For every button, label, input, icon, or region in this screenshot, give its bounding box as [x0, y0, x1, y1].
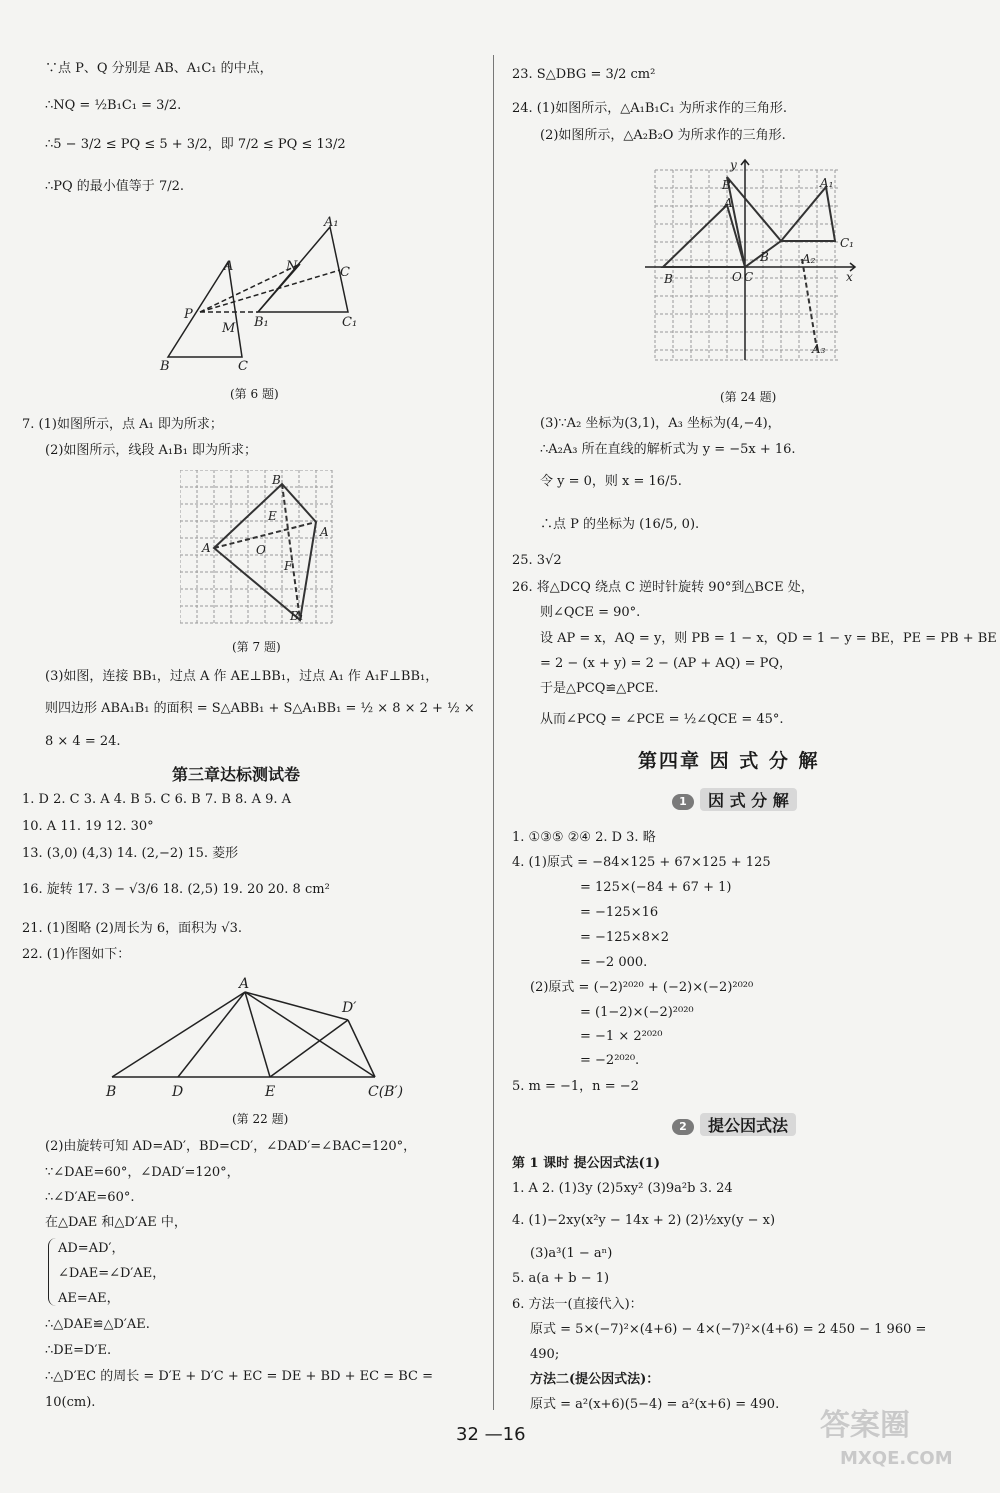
answer-line: 5. a(a + b − 1) — [512, 1271, 610, 1286]
answer-line: (2)原式 = (−2)²⁰²⁰ + (−2)×(−2)²⁰²⁰ — [530, 980, 754, 995]
figure-7 — [180, 470, 335, 630]
text-line: ∴DE=D′E. — [45, 1343, 112, 1358]
svg-text:O: O — [256, 543, 266, 557]
text-line: ∴5 − 3/2 ≤ PQ ≤ 5 + 3/2，即 7/2 ≤ PQ ≤ 13/2 — [45, 137, 346, 152]
answer-line: 21. (1)图略 (2)周长为 6，面积为 √3. — [22, 921, 242, 936]
svg-text:B: B — [722, 178, 731, 192]
svg-text:A: A — [239, 976, 250, 992]
text-line: ∴A₂A₃ 所在直线的解析式为 y = −5x + 16. — [540, 442, 796, 457]
text-line: AE=AE， — [58, 1291, 120, 1306]
figure-caption: (第 22 题) — [232, 1112, 289, 1126]
text-line: (3)如图，连接 BB₁，过点 A 作 AE⊥BB₁，过点 A₁ 作 A₁F⊥BB₁， — [45, 669, 439, 684]
svg-text:E: E — [268, 509, 277, 523]
figure-caption: (第 6 题) — [230, 387, 279, 401]
text-line: ∴点 P 的坐标为 (16/5, 0). — [540, 517, 700, 532]
figure-caption: (第 24 题) — [720, 390, 777, 404]
text-line: 10(cm). — [45, 1395, 96, 1410]
svg-text:A₁: A₁ — [820, 176, 834, 190]
answer-line: = −2²⁰²⁰. — [580, 1053, 640, 1068]
section-title: 提公因式法 — [700, 1113, 796, 1136]
section-2-heading — [672, 1113, 796, 1136]
text-line: 则∠QCE = 90°. — [540, 605, 641, 620]
svg-text:B: B — [760, 250, 769, 264]
lesson-title: 第 1 课时 提公因式法(1) — [512, 1156, 660, 1171]
text-line: 24. (1)如图所示，△A₁B₁C₁ 为所求作的三角形. — [512, 101, 788, 116]
text-line: 从而∠PCQ = ∠PCE = ½∠QCE = 45°. — [540, 712, 784, 727]
answer-line: 4. (1)−2xy(x²y − 14x + 2) (2)½xy(y − x) — [512, 1213, 776, 1228]
answer-line: 方法二(提公因式法)： — [530, 1372, 660, 1387]
watermark-url: MXQE.COM — [840, 1448, 953, 1469]
svg-text:A₃: A₃ — [812, 342, 826, 356]
section-number-badge: 1 — [672, 794, 694, 810]
svg-text:C(B′): C(B′) — [368, 1084, 404, 1100]
svg-text:B: B — [664, 272, 673, 286]
svg-text:A₂: A₂ — [802, 252, 816, 266]
text-line: 设 AP = x，AQ = y，则 PB = 1 − x，QD = 1 − y = BE，PE = PB + BE — [540, 631, 997, 646]
section-1-heading — [672, 788, 797, 811]
svg-text:y: y — [730, 158, 737, 172]
answer-line: = −125×8×2 — [580, 930, 670, 945]
svg-text:F: F — [284, 559, 293, 573]
system-brace — [48, 1238, 57, 1306]
answer-line: = −125×16 — [580, 905, 659, 920]
text-line: ∴PQ 的最小值等于 7/2. — [45, 179, 184, 194]
answer-line: 1. D 2. C 3. A 4. B 5. C 6. B 7. B 8. A 9. A — [22, 792, 292, 807]
figure-caption: (第 7 题) — [232, 640, 281, 654]
answer-line: = 125×(−84 + 67 + 1) — [580, 880, 732, 895]
answer-line: 16. 旋转 17. 3 − √3/6 18. (2,5) 19. 20 20. 8 cm² — [22, 882, 330, 897]
figure-22 — [100, 972, 420, 1102]
text-line: (2)由旋转可知 AD=AD′，BD=CD′，∠DAD′=∠BAC=120°， — [45, 1139, 417, 1154]
answer-line: 原式 = 5×(−7)²×(4+6) − 4×(−7)²×(4+6) = 2 450 − 1 960 = — [530, 1322, 927, 1337]
svg-text:A: A — [202, 541, 211, 555]
svg-text:N: N — [286, 259, 298, 274]
chapter-3-test-title: 第三章达标测试卷 — [172, 765, 301, 784]
answer-line: (3)a³(1 − aⁿ) — [530, 1246, 613, 1261]
answer-line: 22. (1)作图如下： — [22, 947, 131, 962]
text-line: (2)如图所示，△A₂B₂O 为所求作的三角形. — [540, 128, 786, 143]
svg-text:B₁: B₁ — [290, 609, 304, 623]
svg-text:C₁: C₁ — [342, 315, 358, 330]
text-line: 在△DAE 和△D′AE 中， — [45, 1215, 187, 1230]
answer-line: 4. (1)原式 = −84×125 + 67×125 + 125 — [512, 855, 771, 870]
svg-text:x: x — [846, 270, 853, 284]
answer-line: 13. (3,0) (4,3) 14. (2,−2) 15. 菱形 — [22, 846, 239, 861]
svg-text:C₁: C₁ — [840, 236, 854, 250]
text-line: ∵∠DAE=60°，∠DAD′=120°， — [45, 1165, 240, 1180]
svg-text:A: A — [320, 525, 329, 539]
svg-text:C: C — [340, 265, 350, 280]
page-number: 32 —16 — [456, 1424, 526, 1445]
svg-text:O: O — [732, 270, 742, 284]
answer-line: 原式 = a²(x+6)(5−4) = a²(x+6) = 490. — [530, 1397, 780, 1412]
answer-line: 490; — [530, 1347, 560, 1362]
answer-line: 5. m = −1，n = −2 — [512, 1079, 639, 1094]
text-line: 7. (1)如图所示，点 A₁ 即为所求； — [22, 417, 223, 432]
text-line: ∴△D′EC 的周长 = D′E + D′C + EC = DE + BD + EC = BC = — [45, 1369, 434, 1384]
answer-line: = −1 × 2²⁰²⁰ — [580, 1029, 663, 1044]
text-line: ∴△DAE≌△D′AE. — [45, 1317, 150, 1332]
svg-text:B₁: B₁ — [254, 315, 269, 330]
svg-text:D: D — [172, 1084, 184, 1100]
svg-text:C: C — [744, 270, 754, 284]
text-line: 则四边形 ABA₁B₁ 的面积 = S△ABB₁ + S△A₁BB₁ = ½ × 8 × 2 + ½ × — [45, 701, 475, 716]
text-line: ∵点 P、Q 分别是 AB、A₁C₁ 的中点， — [45, 61, 273, 76]
answer-line: 6. 方法一(直接代入)： — [512, 1297, 643, 1312]
answer-line: = −2 000. — [580, 955, 648, 970]
text-line: 25. 3√2 — [512, 553, 562, 568]
svg-text:B: B — [272, 473, 281, 487]
svg-text:B: B — [106, 1084, 117, 1100]
watermark-logo: 答案圈 — [820, 1408, 910, 1443]
text-line: 26. 将△DCQ 绕点 C 逆时针旋转 90°到△BCE 处， — [512, 580, 814, 595]
text-line: (3)∵A₂ 坐标为(3,1)，A₃ 坐标为(4,−4)， — [540, 416, 781, 431]
answer-line: 1. A 2. (1)3y (2)5xy² (3)9a²b 3. 24 — [512, 1181, 733, 1196]
column-divider — [493, 55, 494, 1410]
text-line: 23. S△DBG = 3/2 cm² — [512, 67, 656, 82]
section-title: 因 式 分 解 — [700, 788, 797, 811]
answer-line: 1. ①③⑤ ②④ 2. D 3. 略 — [512, 830, 656, 845]
svg-text:M: M — [222, 321, 236, 336]
svg-text:C: C — [238, 359, 248, 372]
text-line: 于是△PCQ≌△PCE. — [540, 681, 659, 696]
svg-text:E: E — [265, 1084, 276, 1100]
svg-text:A: A — [724, 196, 733, 210]
svg-text:D′: D′ — [342, 1000, 357, 1016]
text-line: AD=AD′， — [58, 1241, 125, 1256]
figure-24 — [640, 155, 865, 370]
svg-text:A: A — [224, 259, 234, 274]
section-number-badge: 2 — [672, 1119, 694, 1135]
text-line: ∴NQ = ½B₁C₁ = 3/2. — [45, 98, 182, 113]
svg-text:A₁: A₁ — [324, 215, 339, 230]
chapter-4-title: 第四章 因 式 分 解 — [638, 750, 820, 772]
text-line: ∠DAE=∠D′AE， — [58, 1266, 166, 1281]
svg-text:B: B — [160, 359, 170, 372]
answer-line: 10. A 11. 19 12. 30° — [22, 819, 154, 834]
text-line: 令 y = 0，则 x = 16/5. — [540, 474, 682, 489]
svg-text:P: P — [184, 307, 193, 322]
text-line: = 2 − (x + y) = 2 − (AP + AQ) = PQ， — [540, 656, 793, 671]
text-line: (2)如图所示，线段 A₁B₁ 即为所求； — [45, 443, 258, 458]
text-line: ∴∠D′AE=60°. — [45, 1190, 135, 1205]
figure-6 — [150, 212, 380, 372]
text-line: 8 × 4 = 24. — [45, 734, 121, 749]
answer-line: = (1−2)×(−2)²⁰²⁰ — [580, 1005, 694, 1020]
